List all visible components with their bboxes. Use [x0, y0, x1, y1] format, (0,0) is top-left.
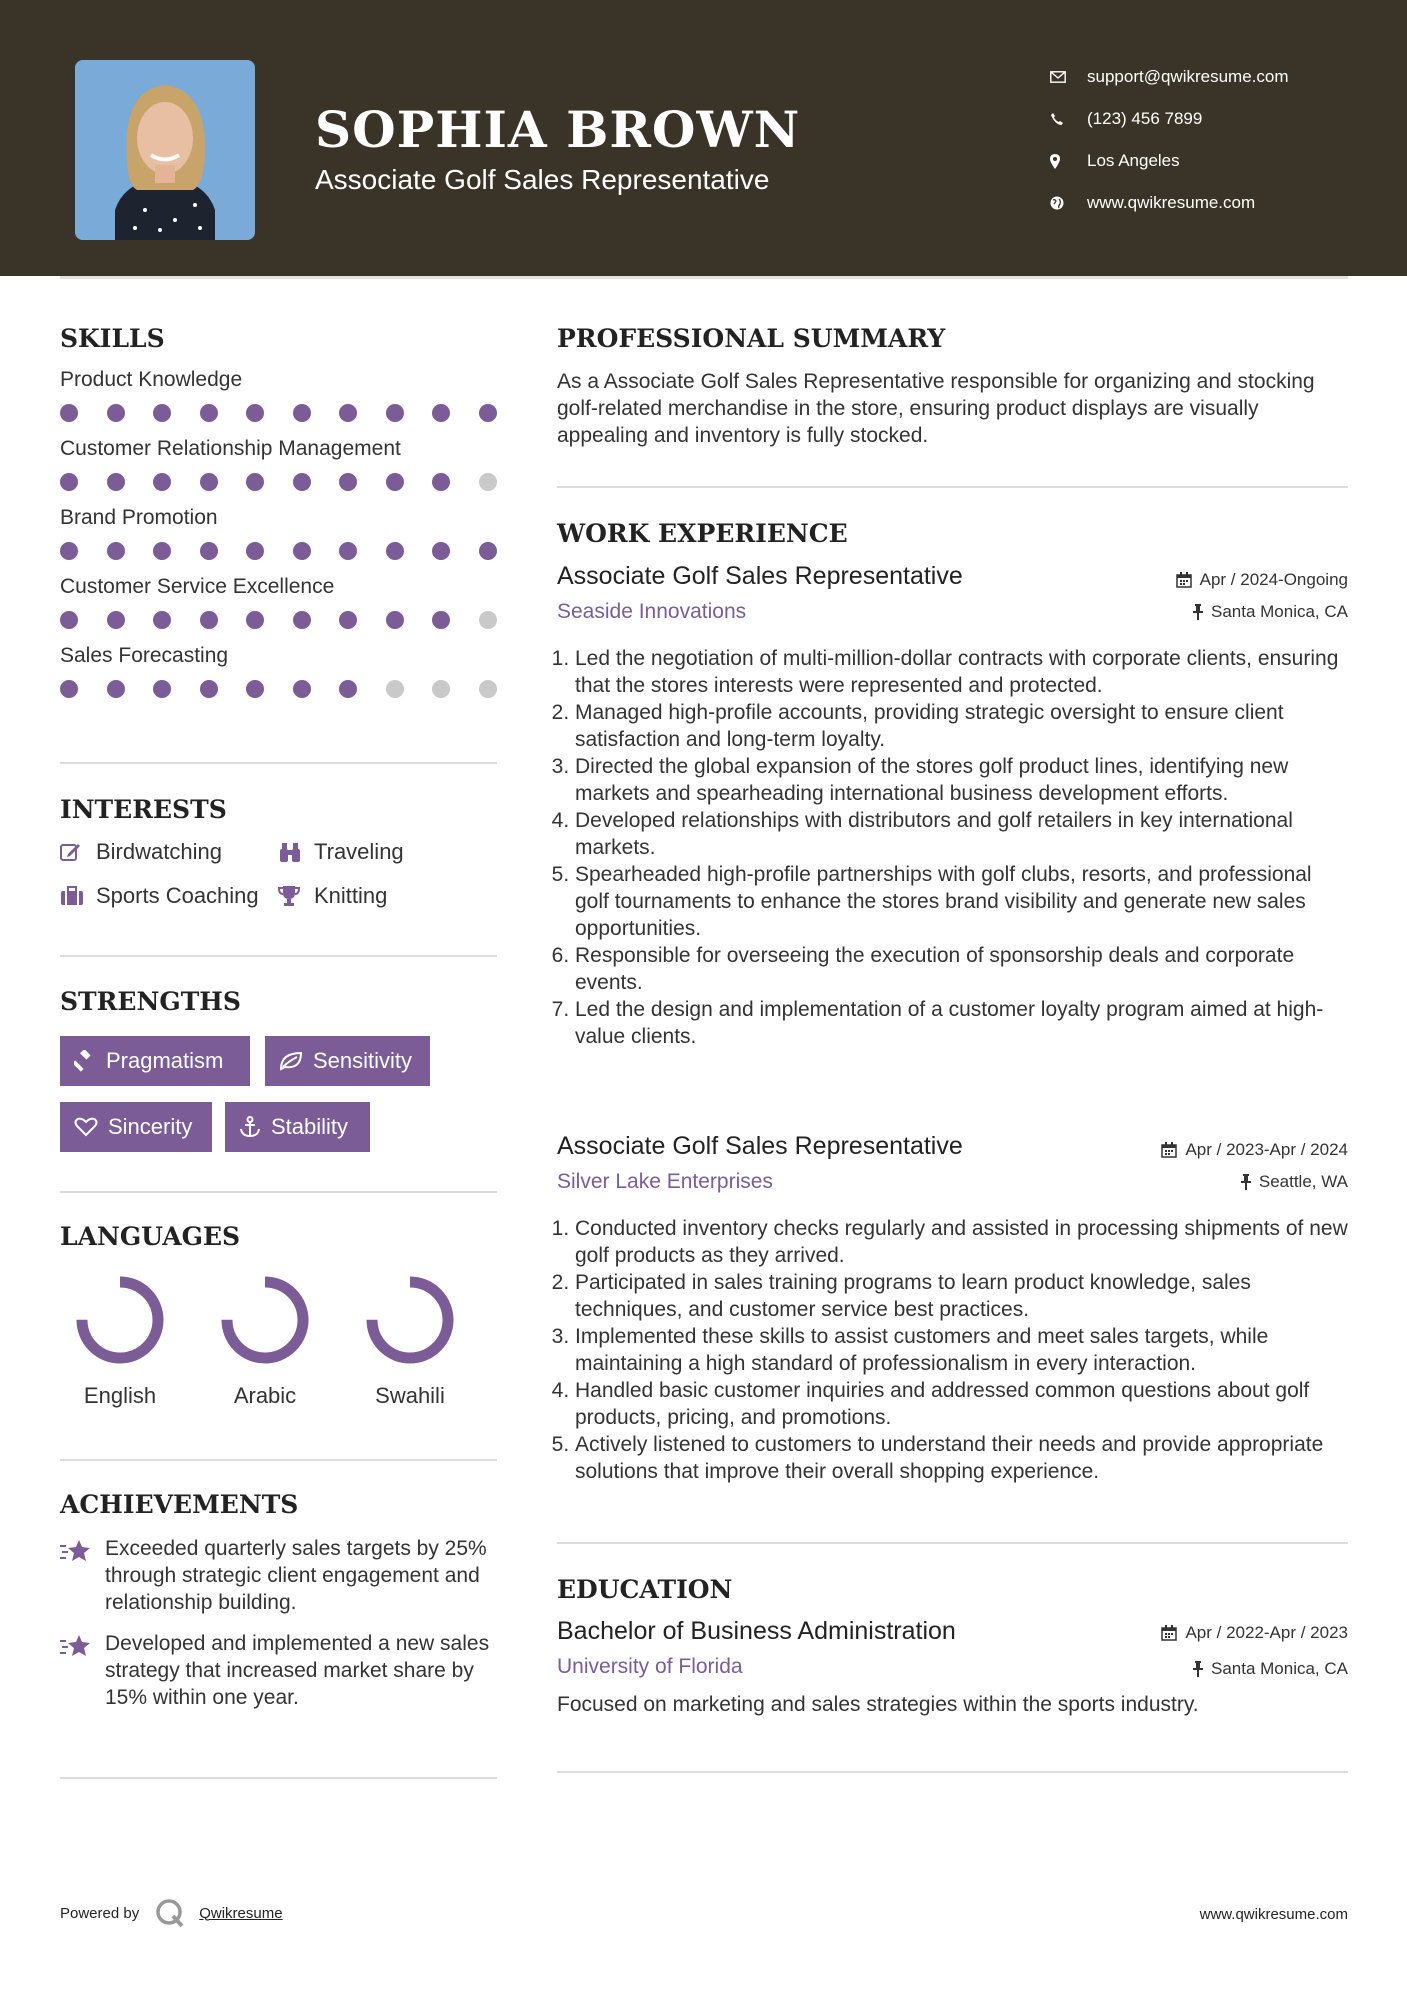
skills-list	[60, 368, 497, 713]
rating-dot-empty	[479, 611, 497, 629]
divider	[557, 486, 1348, 488]
interest-label: Sports Coaching	[96, 883, 259, 908]
rating-dot-filled	[60, 680, 78, 698]
contact-list	[1050, 56, 1289, 224]
degree-name: Bachelor of Business Administration	[557, 1617, 956, 1645]
job-bullet: 6. Responsible for overseeing the execution of sponsorship deals and corporate events.	[575, 942, 1348, 996]
achievement-item	[60, 1630, 497, 1711]
contact-location-text: Los Angeles	[1087, 151, 1180, 170]
rating-dot-filled	[60, 473, 78, 491]
language-ring-arc	[372, 1282, 448, 1358]
pushpin-icon	[1241, 1174, 1251, 1190]
rating-dot-filled	[200, 542, 218, 560]
pushpin-icon	[1193, 1661, 1203, 1677]
rating-dot-filled	[200, 680, 218, 698]
achievement-text: Exceeded quarterly sales targets by 25% through strategic client engagement and relationship building.	[105, 1537, 487, 1614]
language-ring	[215, 1270, 315, 1370]
job-location	[1241, 1172, 1348, 1192]
divider	[557, 1542, 1348, 1544]
phone-icon	[1050, 112, 1087, 126]
rating-dot-empty	[386, 680, 404, 698]
resume-header	[0, 0, 1407, 276]
skill-rating	[60, 473, 497, 491]
rating-dot-filled	[107, 404, 125, 422]
rating-dot-filled	[60, 404, 78, 422]
achievements-heading: ACHIEVEMENTS	[60, 1490, 299, 1519]
interest-label: Traveling	[314, 839, 404, 864]
skill-rating	[60, 542, 497, 560]
calendar-icon	[1161, 1142, 1177, 1158]
job-bullet: 1. Led the negotiation of multi-million-dollar contracts with corporate clients, ensuring that the stores interests were represented and protected.	[575, 645, 1348, 699]
job-bullet: 5. Actively listened to customers to understand their needs and provide appropriate solutions that improve their overall shopping experience.	[575, 1431, 1348, 1485]
skill-name: Sales Forecasting	[60, 644, 229, 667]
language-label: Swahili	[375, 1383, 445, 1408]
anchor-icon	[239, 1116, 261, 1138]
rating-dot-filled	[107, 473, 125, 491]
job-location	[1193, 602, 1348, 622]
divider	[557, 1771, 1348, 1773]
contact-website-text: www.qwikresume.com	[1087, 193, 1256, 212]
interest-item	[60, 830, 222, 874]
education-dates	[1161, 1623, 1348, 1643]
job-dates	[1176, 570, 1348, 590]
rating-dot-filled	[432, 473, 450, 491]
education-description: Focused on marketing and sales strategies within the sports industry.	[557, 1693, 1199, 1716]
job-bullets	[557, 1215, 1348, 1485]
rating-dot-filled	[200, 611, 218, 629]
skill-item	[60, 368, 497, 422]
contact-phone[interactable]	[1050, 98, 1289, 140]
rating-dot-filled	[246, 680, 264, 698]
job-title: Associate Golf Sales Representative	[557, 1132, 963, 1160]
rating-dot-filled	[107, 542, 125, 560]
globe-icon	[1050, 196, 1087, 210]
strengths-heading: STRENGTHS	[60, 987, 241, 1016]
language-item	[350, 1270, 470, 1409]
job-bullet: 5. Spearheaded high-profile partnerships with golf clubs, resorts, and professional golf tournaments to enhance the stores brand visibility and generate new sales opportunities.	[575, 861, 1348, 942]
rating-dot-filled	[107, 680, 125, 698]
envelope-icon	[1050, 71, 1087, 83]
experience-heading: WORK EXPERIENCE	[557, 519, 848, 548]
achievements-list	[60, 1535, 497, 1711]
rating-dot-filled	[293, 680, 311, 698]
rating-dot-filled	[386, 542, 404, 560]
strength-label: Stability	[271, 1114, 349, 1139]
job-bullet: 4. Handled basic customer inquiries and addressed common questions about golf products, pricing, and promotions.	[575, 1377, 1348, 1431]
language-ring	[360, 1270, 460, 1370]
skill-item	[60, 437, 497, 491]
strength-label: Sincerity	[108, 1114, 193, 1139]
job-bullets	[557, 645, 1348, 1050]
education-location	[1193, 1659, 1348, 1679]
divider	[60, 955, 497, 957]
rating-dot-filled	[339, 542, 357, 560]
skill-rating	[60, 611, 497, 629]
contact-location	[1050, 140, 1289, 182]
language-item	[60, 1270, 180, 1409]
rating-dot-filled	[432, 611, 450, 629]
rating-dot-empty	[479, 680, 497, 698]
footer-url[interactable]: www.qwikresume.com	[1199, 1906, 1348, 1923]
rating-dot-filled	[339, 473, 357, 491]
job-bullet: 7. Led the design and implementation of a customer loyalty program aimed at high-value clients.	[575, 996, 1348, 1050]
job-entry	[557, 1132, 1348, 1485]
trophy-icon	[278, 885, 314, 907]
suitcase-icon	[60, 886, 96, 906]
interests-heading: INTERESTS	[60, 795, 227, 824]
edit-icon	[60, 842, 96, 862]
rating-dot-filled	[293, 473, 311, 491]
strength-label: Pragmatism	[106, 1048, 224, 1073]
candidate-title: Associate Golf Sales Representative	[315, 164, 770, 195]
education-dates-text: Apr / 2022-Apr / 2023	[1185, 1623, 1348, 1642]
skill-item	[60, 644, 497, 698]
star-icon	[60, 1535, 105, 1570]
summary-text: As a Associate Golf Sales Representative responsible for organizing and stocking golf-related merchandise in the store, ensuring product displays are visually appealing and inventory is fully stocked.	[557, 370, 1315, 447]
rating-dot-filled	[339, 404, 357, 422]
language-ring-arc	[82, 1282, 158, 1358]
rating-dot-filled	[107, 611, 125, 629]
rating-dot-filled	[339, 680, 357, 698]
job-dates	[1161, 1140, 1348, 1160]
rating-dot-filled	[60, 542, 78, 560]
interest-label: Knitting	[314, 883, 388, 908]
gavel-icon	[74, 1050, 96, 1072]
divider	[60, 1777, 497, 1779]
job-bullet: 3. Implemented these skills to assist customers and meet sales targets, while maintaining a high standard of professionalism in every interaction.	[575, 1323, 1348, 1377]
language-ring-arc	[227, 1282, 303, 1358]
company-name: Seaside Innovations	[557, 600, 747, 623]
job-bullet: 3. Directed the global expansion of the stores golf product lines, identifying new markets and spearheading international business development efforts.	[575, 753, 1348, 807]
skill-rating	[60, 680, 497, 698]
contact-email-text: support@qwikresume.com	[1087, 67, 1289, 86]
skill-item	[60, 575, 497, 629]
job-bullet: 1. Conducted inventory checks regularly and assisted in processing shipments of new golf products as they arrived.	[575, 1215, 1348, 1269]
rating-dot-filled	[153, 404, 171, 422]
rating-dot-filled	[386, 404, 404, 422]
strength-tag	[60, 1036, 250, 1086]
star-icon	[60, 1630, 105, 1665]
job-location-text: Seattle, WA	[1258, 1172, 1348, 1191]
education-location-text: Santa Monica, CA	[1210, 1659, 1348, 1678]
calendar-icon	[1161, 1625, 1177, 1641]
map-pin-icon	[1050, 154, 1087, 169]
interest-item	[60, 874, 259, 918]
job-bullet: 4. Developed relationships with distributors and golf retailers in key international markets.	[575, 807, 1348, 861]
rating-dot-filled	[339, 611, 357, 629]
qwikresume-logo-icon	[155, 1898, 185, 1928]
profile-photo	[75, 60, 255, 240]
skill-name: Customer Relationship Management	[60, 437, 401, 460]
summary-heading: PROFESSIONAL SUMMARY	[557, 324, 946, 353]
rating-dot-filled	[60, 611, 78, 629]
strength-tag	[225, 1102, 370, 1152]
education-heading: EDUCATION	[557, 1575, 733, 1604]
rating-dot-empty	[479, 473, 497, 491]
rating-dot-filled	[479, 404, 497, 422]
achievement-item	[60, 1535, 497, 1616]
divider	[60, 1459, 497, 1461]
rating-dot-filled	[153, 542, 171, 560]
skills-heading: SKILLS	[60, 324, 165, 353]
footer-branding	[60, 1898, 283, 1928]
interest-item	[278, 830, 404, 874]
company-name: Silver Lake Enterprises	[557, 1170, 773, 1193]
rating-dot-filled	[153, 680, 171, 698]
languages-heading: LANGUAGES	[60, 1222, 241, 1251]
candidate-name: SOPHIA BROWN	[315, 100, 801, 159]
rating-dot-filled	[386, 611, 404, 629]
job-entry	[557, 562, 1348, 1050]
contact-website[interactable]	[1050, 182, 1289, 224]
education-entry	[557, 1617, 1348, 1718]
rating-dot-filled	[293, 542, 311, 560]
rating-dot-empty	[432, 680, 450, 698]
powered-by-text: Powered by	[60, 1904, 140, 1922]
rating-dot-filled	[293, 404, 311, 422]
rating-dot-filled	[246, 611, 264, 629]
interest-label: Birdwatching	[96, 839, 222, 864]
skill-rating	[60, 404, 497, 422]
language-ring	[70, 1270, 170, 1370]
job-location-text: Santa Monica, CA	[1210, 602, 1348, 621]
skill-item	[60, 506, 497, 560]
rating-dot-filled	[432, 404, 450, 422]
rating-dot-filled	[153, 473, 171, 491]
job-dates-text: Apr / 2023-Apr / 2024	[1185, 1140, 1348, 1159]
rating-dot-filled	[386, 473, 404, 491]
interest-item	[278, 874, 387, 918]
rating-dot-filled	[200, 404, 218, 422]
language-label: English	[83, 1383, 157, 1408]
job-title: Associate Golf Sales Representative	[557, 562, 963, 590]
pushpin-icon	[1193, 604, 1203, 620]
strength-tag	[265, 1036, 430, 1086]
leaf-icon	[279, 1051, 303, 1071]
rating-dot-filled	[200, 473, 218, 491]
language-label: Arabic	[233, 1383, 297, 1408]
job-dates-text: Apr / 2024-Ongoing	[1199, 570, 1348, 589]
contact-email[interactable]	[1050, 56, 1289, 98]
contact-phone-text: (123) 456 7899	[1087, 109, 1203, 128]
rating-dot-filled	[293, 611, 311, 629]
binoculars-icon	[278, 841, 314, 863]
language-item	[205, 1270, 325, 1409]
divider	[60, 1191, 497, 1193]
job-bullet: 2. Managed high-profile accounts, providing strategic oversight to ensure client satisfaction and long-term loyalty.	[575, 699, 1348, 753]
rating-dot-filled	[246, 473, 264, 491]
rating-dot-filled	[246, 404, 264, 422]
skill-name: Product Knowledge	[60, 368, 243, 391]
skill-name: Customer Service Excellence	[60, 575, 335, 598]
rating-dot-filled	[479, 542, 497, 560]
divider	[60, 762, 497, 764]
job-bullet: 2. Participated in sales training programs to learn product knowledge, sales techniques, and customer service best practices.	[575, 1269, 1348, 1323]
rating-dot-filled	[432, 542, 450, 560]
school-name: University of Florida	[557, 1655, 743, 1678]
header-divider	[60, 276, 1348, 279]
skill-name: Brand Promotion	[60, 506, 218, 529]
strength-tag	[60, 1102, 212, 1152]
calendar-icon	[1176, 572, 1192, 588]
achievement-text: Developed and implemented a new sales strategy that increased market share by 15% within one year.	[105, 1632, 490, 1709]
rating-dot-filled	[153, 611, 171, 629]
strength-label: Sensitivity	[313, 1048, 413, 1073]
heart-icon	[74, 1117, 98, 1137]
rating-dot-filled	[246, 542, 264, 560]
qwikresume-link[interactable]: Qwikresume	[199, 1904, 283, 1922]
